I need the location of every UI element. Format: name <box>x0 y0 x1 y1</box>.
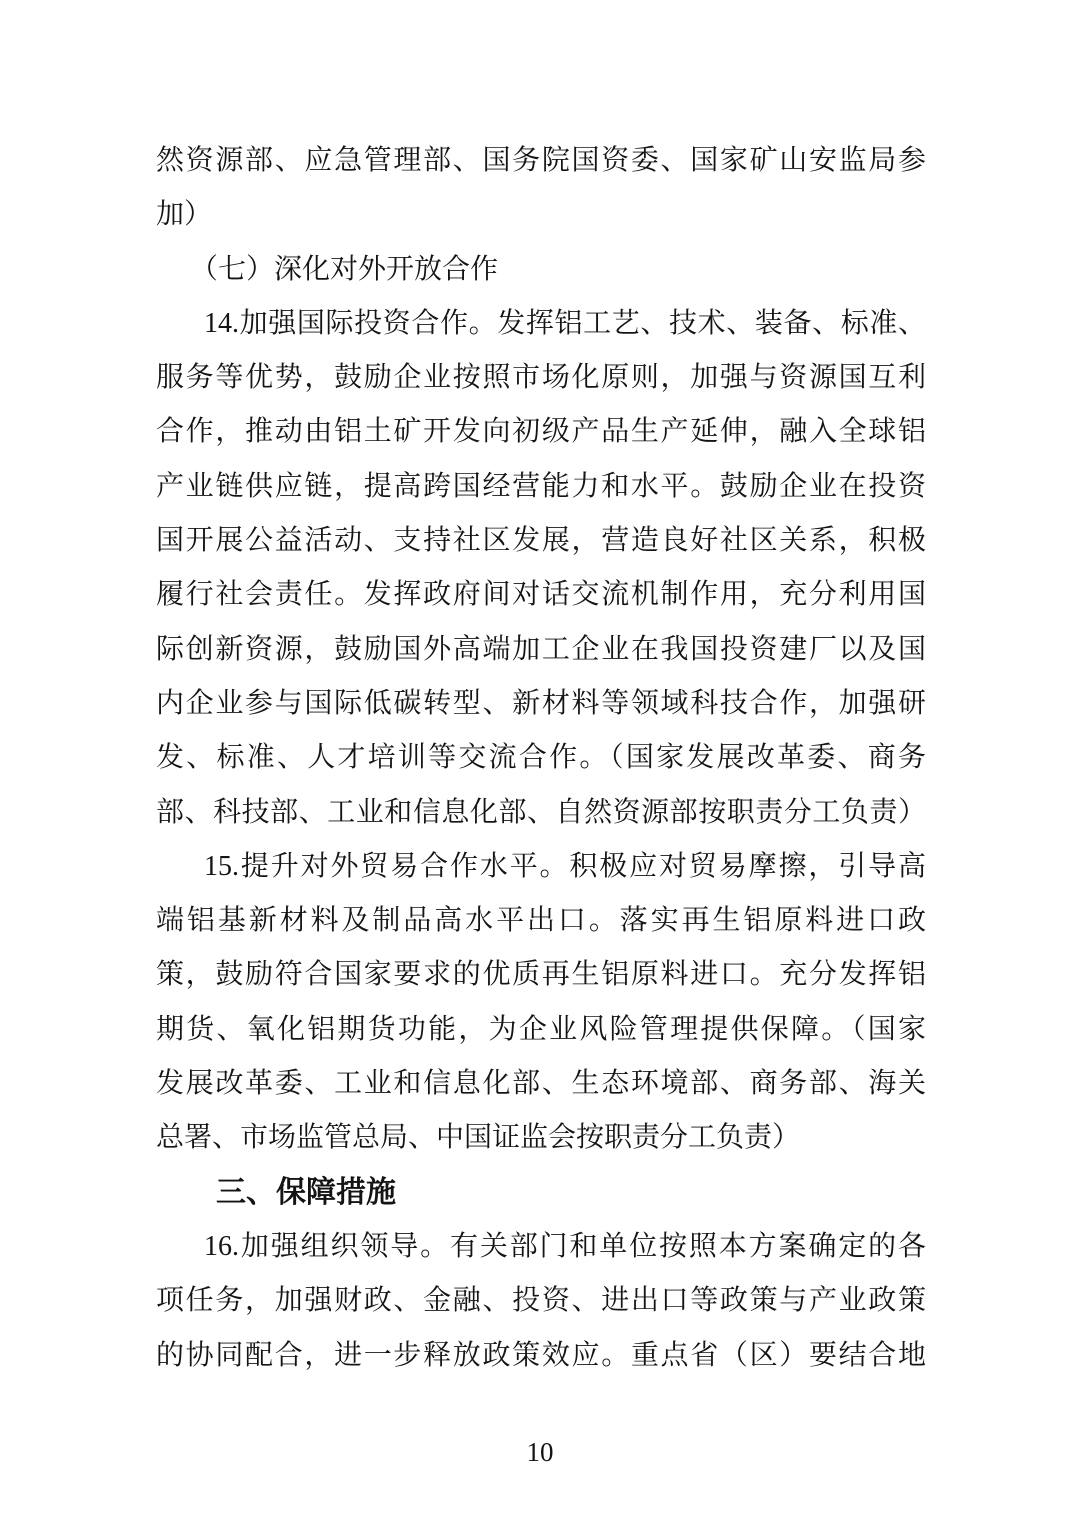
text-line: 产业链供应链，提高跨国经营能力和水平。鼓励企业在投资 <box>156 470 926 502</box>
text-line: 项任务，加强财政、金融、投资、进出口等政策与产业政策 <box>156 1285 926 1317</box>
subheading-line: （七）深化对外开放合作 <box>190 253 499 285</box>
text-line: 合作，推动由铝土矿开发向初级产品生产延伸，融入全球铝 <box>156 416 926 448</box>
text-line: 国开展公益活动、支持社区发展，营造良好社区关系，积极 <box>156 525 926 557</box>
section-heading-line: 三、保障措施 <box>216 1175 396 1209</box>
text-line: 发、标准、人才培训等交流合作。（国家发展改革委、商务 <box>156 742 926 774</box>
text-line: 际创新资源，鼓励国外高端加工企业在我国投资建厂以及国 <box>156 633 926 665</box>
text-line: 部、科技部、工业和信息化部、自然资源部按职责分工负责） <box>156 796 926 828</box>
document-text-block <box>156 134 926 1383</box>
text-line: 的协同配合，进一步释放政策效应。重点省（区）要结合地 <box>156 1339 926 1371</box>
text-line: 总署、市场监管总局、中国证监会按职责分工负责） <box>156 1122 801 1154</box>
text-line: 然资源部、应急管理部、国务院国资委、国家矿山安监局参 <box>156 145 926 176</box>
text-line: 履行社会责任。发挥政府间对话交流机制作用，充分利用国 <box>156 579 926 611</box>
text-line: 端铝基新材料及制品高水平出口。落实再生铝原料进口政 <box>156 905 926 937</box>
page-number: 10 <box>526 1437 554 1467</box>
text-line: 15.提升对外贸易合作水平。积极应对贸易摩擦，引导高 <box>204 850 926 882</box>
text-line: 16.加强组织领导。有关部门和单位按照本方案确定的各 <box>204 1230 926 1262</box>
text-line: 发展改革委、工业和信息化部、生态环境部、商务部、海关 <box>156 1068 926 1100</box>
text-line: 服务等优势，鼓励企业按照市场化原则，加强与资源国互利 <box>156 362 926 394</box>
text-line: 内企业参与国际低碳转型、新材料等领域科技合作，加强研 <box>156 687 926 719</box>
text-line: 14.加强国际投资合作。发挥铝工艺、技术、装备、标准、 <box>204 307 926 339</box>
text-line: 策，鼓励符合国家要求的优质再生铝原料进口。充分发挥铝 <box>156 959 926 991</box>
text-line: 加） <box>156 199 213 231</box>
text-line: 期货、氧化铝期货功能，为企业风险管理提供保障。（国家 <box>156 1013 926 1045</box>
